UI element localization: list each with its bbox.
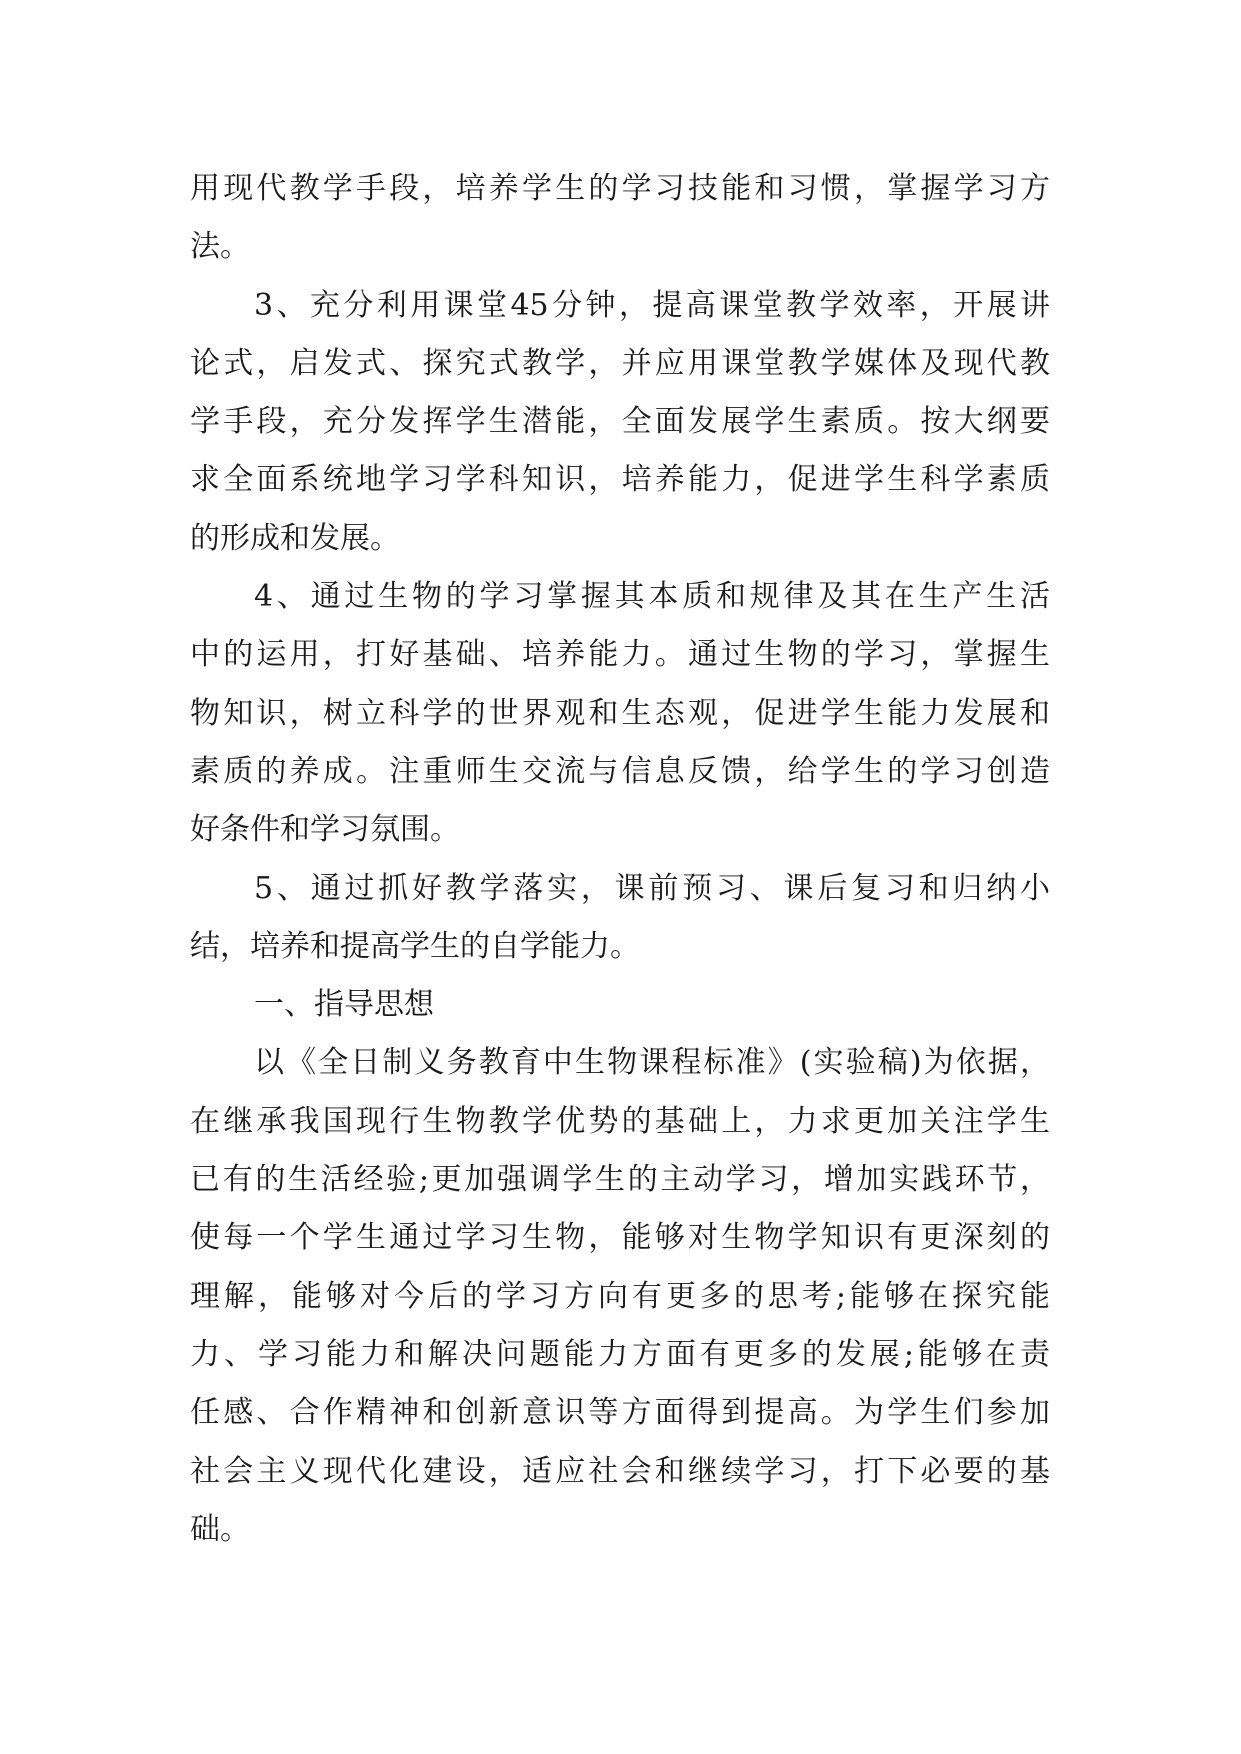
text-line: 3、充分利用课堂45分钟，提高课堂教学效率，开展讲 <box>254 287 1050 323</box>
section-heading <box>190 976 1050 1034</box>
text-line: 的形成和发展。 <box>190 520 400 556</box>
text-line: 物知识，树立科学的世界观和生态观，促进学生能力发展和 <box>190 695 1050 731</box>
text-line: 础。 <box>190 1511 250 1547</box>
paragraph-item-3 <box>190 277 1050 568</box>
paragraph-continuation <box>190 160 1050 277</box>
paragraph-item-4 <box>190 568 1050 859</box>
text-line: 好条件和学习氛围。 <box>190 812 460 848</box>
text-line: 论式，启发式、探究式教学，并应用课堂教学媒体及现代教 <box>190 345 1050 381</box>
heading-text: 一、指导思想 <box>254 987 434 1023</box>
text-line: 用现代教学手段，培养学生的学习技能和习惯，掌握学习方 <box>190 171 1050 206</box>
paragraph-guiding-thought <box>190 1034 1050 1559</box>
text-line: 在继承我国现行生物教学优势的基础上，力求更加关注学生 <box>190 1103 1050 1139</box>
text-line: 已有的生活经验;更加强调学生的主动学习，增加实践环节， <box>190 1162 1050 1198</box>
text-line: 任感、合作精神和创新意识等方面得到提高。为学生们参加 <box>190 1395 1050 1431</box>
text-line: 结，培养和提高学生的自学能力。 <box>190 928 640 964</box>
text-line: 学手段，充分发挥学生潜能，全面发展学生素质。按大纲要 <box>190 404 1050 440</box>
text-line: 4、通过生物的学习掌握其本质和规律及其在生产生活 <box>254 579 1050 615</box>
text-line: 法。 <box>190 229 250 265</box>
text-line: 力、学习能力和解决问题能力方面有更多的发展;能够在责 <box>190 1336 1050 1372</box>
text-line: 以《全日制义务教育中生物课程标准》(实验稿)为依据， <box>254 1045 1050 1081</box>
text-line: 社会主义现代化建设，适应社会和继续学习，打下必要的基 <box>190 1453 1050 1489</box>
text-line: 求全面系统地学习学科知识，培养能力，促进学生科学素质 <box>190 462 1050 498</box>
paragraph-item-5 <box>190 860 1050 977</box>
text-line: 使每一个学生通过学习生物，能够对生物学知识有更深刻的 <box>190 1220 1050 1256</box>
text-line: 中的运用，打好基础、培养能力。通过生物的学习，掌握生 <box>190 637 1050 673</box>
document-body <box>190 160 1050 1559</box>
text-line: 素质的养成。注重师生交流与信息反馈，给学生的学习创造 <box>190 753 1050 789</box>
text-line: 理解，能够对今后的学习方向有更多的思考;能够在探究能 <box>190 1278 1050 1314</box>
text-line: 5、通过抓好教学落实，课前预习、课后复习和归纳小 <box>254 870 1050 906</box>
